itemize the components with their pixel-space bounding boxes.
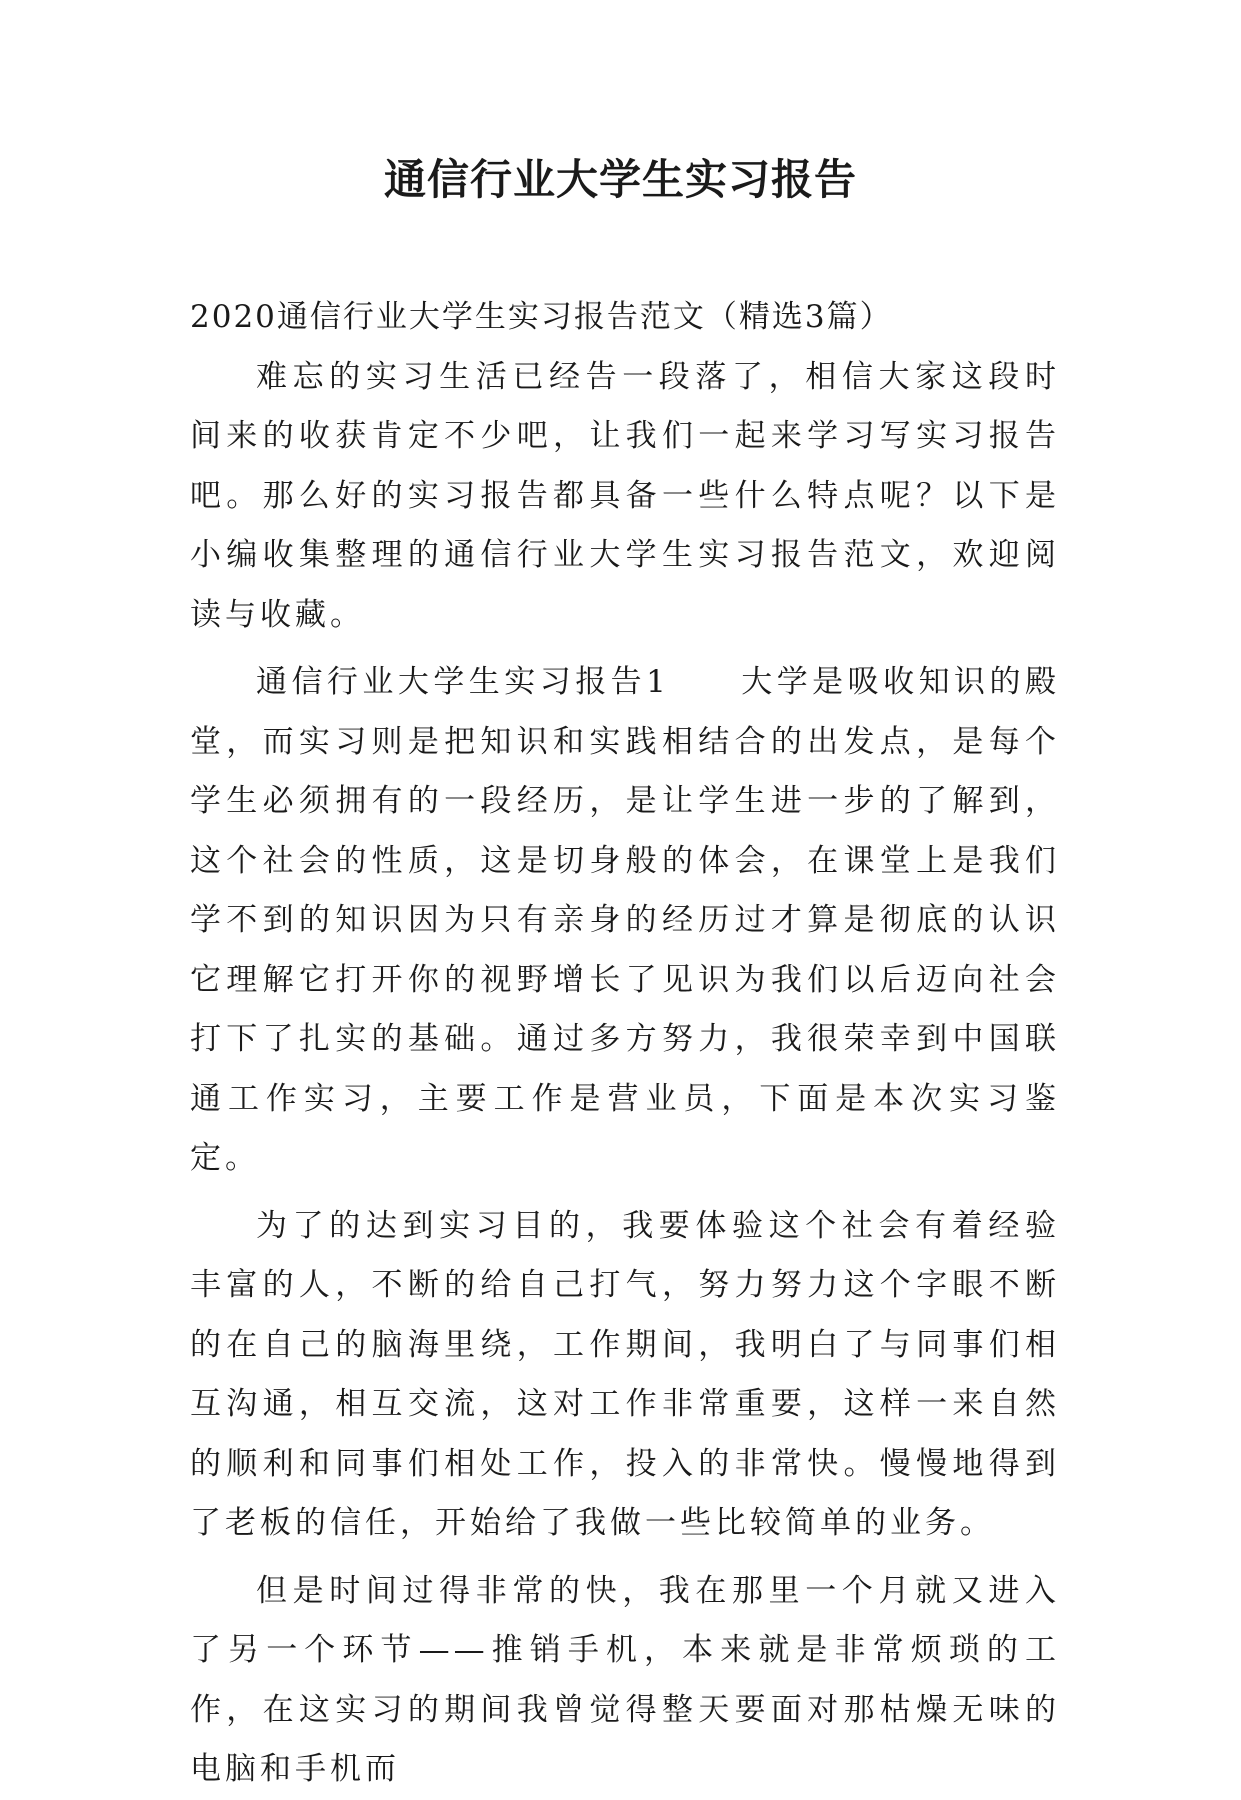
paragraph-intro: 难忘的实习生活已经告一段落了，相信大家这段时间来的收获肯定不少吧，让我们一起来学习写实习报告吧。那么好的实习报告都具备一些什么特点呢？以下是小编收集整理的通信行业大学生实习报告范文，欢迎阅读与收藏。 — [190, 358, 1060, 633]
document-title: 通信行业大学生实习报告 — [383, 155, 857, 204]
document-subtitle: 2020通信行业大学生实习报告范文（精选3篇） — [190, 299, 893, 335]
paragraph-purpose: 为了的达到实习目的，我要体验这个社会有着经验丰富的人，不断的给自己打气，努力努力这个字眼不断的在自己的脑海里绕，工作期间，我明白了与同事们相互沟通，相互交流，这对工作非常重要，这样一来自然的顺利和同事们相处工作，投入的非常快。慢慢地得到了老板的信任，开始给了我做一些比较简单的业务。 — [190, 1207, 1060, 1541]
document-body — [190, 288, 1060, 1800]
paragraph-report-1: 通信行业大学生实习报告1 大学是吸收知识的殿堂，而实习则是把知识和实践相结合的出发点，是每个学生必须拥有的一段经历，是让学生进一步的了解到，这个社会的性质，这是切身般的体会，在课堂上是我们学不到的知识因为只有亲身的经历过才算是彻底的认识它理解它打开你的视野增长了见识为我们以后迈向社会打下了扎实的基础。通过多方努力，我很荣幸到中国联通工作实习，主要工作是营业员，下面是本次实习鉴定。 — [190, 664, 1060, 1176]
paragraph-sales: 但是时间过得非常的快，我在那里一个月就又进入了另一个环节——推销手机，本来就是非常烦琐的工作，在这实习的期间我曾觉得整天要面对那枯燥无味的电脑和手机而 — [190, 1572, 1060, 1787]
